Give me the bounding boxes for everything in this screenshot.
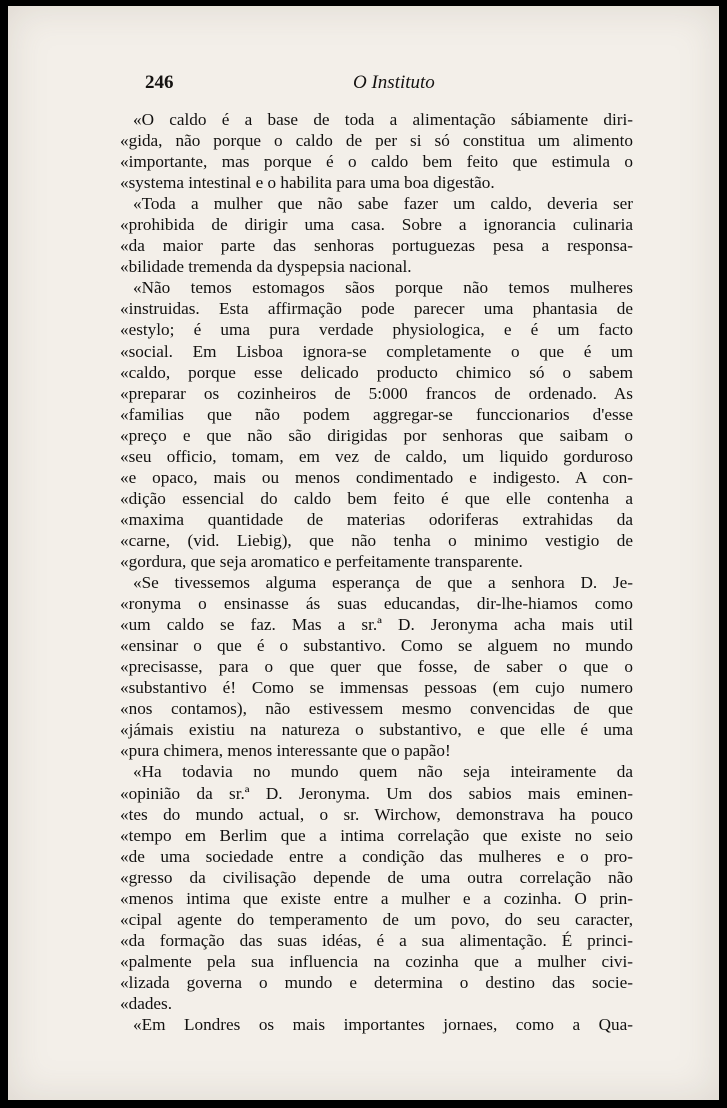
running-title: O Instituto [353,72,435,93]
text-line: «social. Em Lisboa ignora-se completamente o que é um [120,341,633,361]
text-line: «palmente pela sua influencia na cozinha que a mulher civi- [120,951,633,971]
text-line: «precisasse, para o que quer que fosse, de saber o que o [120,657,633,677]
text-line: «e opaco, mais ou menos condimentado e indigesto. A con- [120,467,633,487]
text-line: «gida, não porque o caldo de per si só constitua um alimento [120,131,633,151]
text-line: «ensinar o que é o substantivo. Como se alguem no mundo [120,636,633,656]
text-line: «um caldo se faz. Mas a sr.ª D. Jeronyma acha mais util [120,615,633,635]
body-text [120,109,633,1035]
text-line: «tempo em Berlim que a intima correlação que existe no seio [120,825,633,845]
text-line: «Ha todavia no mundo quem não seja inteiramente da [133,762,633,782]
text-line: «Não temos estomagos sãos porque não temos mulheres [133,278,633,298]
text-line: «jámais existiu na natureza o substantivo, e que elle é uma [120,720,633,740]
text-line: «bilidade tremenda da dyspepsia nacional. [120,257,412,277]
text-line: «Se tivessemos alguma esperança de que a senhora D. Je- [133,573,633,593]
text-line: «familias que não podem aggregar-se funccionarios d'esse [120,404,633,424]
text-line: «ronyma o ensinasse ás suas educandas, dir-lhe-hiamos como [120,594,633,614]
text-line: «importante, mas porque é o caldo bem feito que estimula o [120,152,633,172]
text-line: «systema intestinal e o habilita para uma boa digestão. [120,173,495,193]
text-line: «gresso da civilisação depende de uma outra correlação não [120,867,633,887]
text-line: «nos contamos), não estivessem mesmo convencidas de que [120,699,633,719]
text-line: «pura chimera, menos interessante que o papão! [120,741,451,761]
running-head [145,72,633,102]
text-line: «Em Londres os mais importantes jornaes, como a Qua- [133,1015,633,1035]
text-line: «dades. [120,993,173,1013]
text-line: «preço e que não são dirigidas por senhoras que saibam o [120,425,633,445]
text-line: «gordura, que seja aromatico e perfeitamente transparente. [120,551,523,571]
text-line: «O caldo é a base de toda a alimentação sábiamente diri- [133,110,633,129]
text-line: «estylo; é uma pura verdade physiologica, e é um facto [120,320,633,340]
text-line: «seu officio, tomam, em vez de caldo, um liquido gorduroso [120,446,633,466]
text-line: «dição essencial do caldo bem feito é que elle contenha a [120,488,633,508]
text-line: «instruidas. Esta affirmação pode parecer uma phantasia de [120,299,633,319]
text-line: «carne, (vid. Liebig), que não tenha o minimo vestigio de [120,530,633,550]
text-line: «da formação das suas idéas, é a sua alimentação. É princi- [120,930,633,950]
text-line: «tes do mundo actual, o sr. Wirchow, demonstrava ha pouco [120,804,633,824]
text-line: «Toda a mulher que não sabe fazer um caldo, deveria ser [133,194,633,214]
text-line: «substantivo é! Como se immensas pessoas (em cujo numero [120,678,633,698]
text-line: «caldo, porque esse delicado producto chimico só o sabem [120,362,633,382]
text-line: «lizada governa o mundo e determina o destino das socie- [120,972,633,992]
text-line: «preparar os cozinheiros de 5:000 francos de ordenado. As [120,383,633,403]
text-line: «maxima quantidade de materias odoriferas extrahidas da [120,509,633,529]
book-page [8,6,719,1100]
text-line: «cipal agente do temperamento de um povo, do seu caracter, [120,909,633,929]
text-line: «de uma sociedade entre a condição das mulheres e o pro- [120,846,633,866]
text-line: «prohibida de dirigir uma casa. Sobre a ignorancia culinaria [120,215,633,235]
text-line: «opinião da sr.ª D. Jeronyma. Um dos sabios mais eminen- [120,783,633,803]
text-line: «da maior parte das senhoras portuguezas pesa a responsa- [120,236,633,256]
page-number: 246 [145,72,174,93]
text-line: «menos intima que existe entre a mulher e a cozinha. O prin- [120,888,633,908]
